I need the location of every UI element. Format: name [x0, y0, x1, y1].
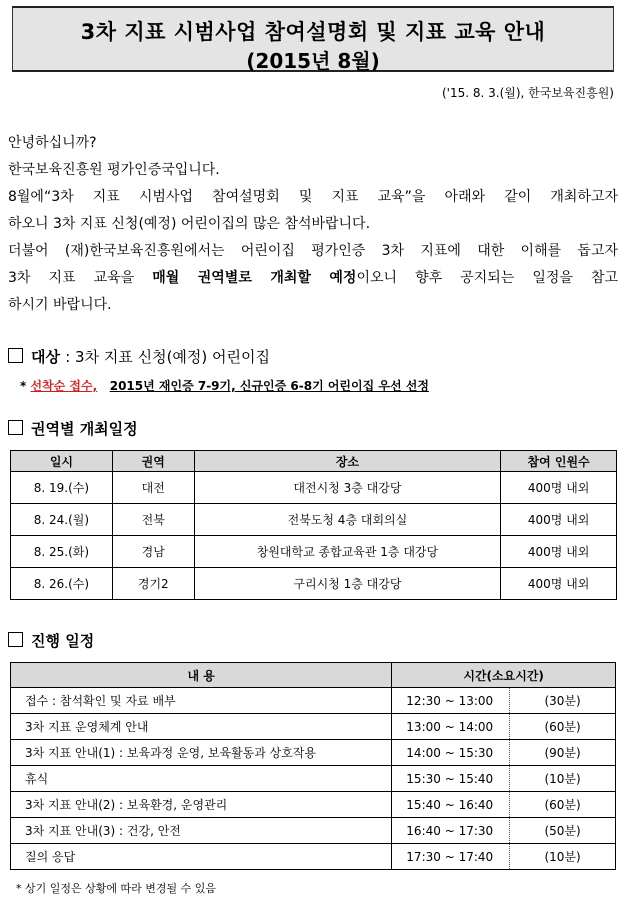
table-row — [11, 844, 616, 870]
column-header: 장소 — [194, 451, 500, 472]
cell-region: 전북 — [112, 504, 194, 536]
table-row — [11, 504, 617, 536]
cell-date: 8. 26.(수) — [11, 568, 113, 600]
cell-date: 8. 24.(월) — [11, 504, 113, 536]
cell-content: 휴식 — [11, 766, 392, 792]
cell-capacity: 400명 내외 — [501, 536, 617, 568]
cell-capacity: 400명 내외 — [501, 472, 617, 504]
target-label: 대상 — [31, 348, 60, 366]
page-title: 3차 지표 시범사업 참여설명회 및 지표 교육 안내 — [80, 20, 546, 44]
table-row — [11, 536, 617, 568]
cell-duration: (10분) — [510, 844, 616, 870]
cell-venue: 전북도청 4층 대회의실 — [194, 504, 500, 536]
note-priority: 2015년 재인증 7-9기, 신규인증 6-8기 어린이집 우선 선정 — [109, 379, 429, 393]
cell-region: 대전 — [112, 472, 194, 504]
cell-time: 14:00 ~ 15:30 — [392, 740, 510, 766]
target-heading — [8, 346, 270, 367]
table-row — [11, 714, 616, 740]
regional-schedule-table — [10, 450, 617, 600]
cell-venue: 대전시청 3층 대강당 — [194, 472, 500, 504]
cell-capacity: 400명 내외 — [501, 568, 617, 600]
cell-date: 8. 25.(화) — [11, 536, 113, 568]
intro-paragraph-2-line-1: 더불어 (재)한국보육진흥원에서는 어린이집 평가인증 3차 지표에 대한 이해를 돕고자 — [8, 243, 618, 259]
table-row — [11, 568, 617, 600]
cell-content: 3차 지표 운영체계 안내 — [11, 714, 392, 740]
cell-venue: 창원대학교 종합교육관 1층 대강당 — [194, 536, 500, 568]
cell-content: 질의 응답 — [11, 844, 392, 870]
cell-capacity: 400명 내외 — [501, 504, 617, 536]
cell-duration: (60분) — [510, 792, 616, 818]
program-schedule-table — [10, 662, 616, 870]
dateline: ('15. 8. 3.(월), 한국보육진흥원) — [441, 86, 614, 100]
program-heading-text: 진행 일정 — [31, 632, 95, 650]
title-box — [12, 6, 614, 72]
table-row — [11, 818, 616, 844]
cell-time: 17:30 ~ 17:40 — [392, 844, 510, 870]
regional-heading — [8, 418, 138, 439]
cell-region: 경남 — [112, 536, 194, 568]
p2-post-text: 이오니 향후 공지되는 일정을 참고 — [356, 270, 619, 286]
intro-section — [8, 130, 618, 319]
p2-pre-text: 3차 지표 교육을 — [8, 270, 153, 286]
column-header: 참여 인원수 — [501, 451, 617, 472]
cell-duration: (10분) — [510, 766, 616, 792]
intro-paragraph-1-line-2: 하오니 3차 지표 신청(예정) 어린이집의 많은 참석바랍니다. — [8, 216, 371, 232]
footnote: * 상기 일정은 상황에 따라 변경될 수 있음 — [16, 882, 216, 895]
column-header: 내 용 — [11, 663, 392, 688]
table-header-row — [11, 663, 616, 688]
checkbox-square-icon — [8, 348, 23, 363]
cell-content: 접수 : 참석확인 및 자료 배부 — [11, 688, 392, 714]
greeting: 안녕하십니까? — [8, 135, 97, 151]
target-note — [20, 377, 429, 394]
column-header: 시간(소요시간) — [392, 663, 616, 688]
org-intro: 한국보육진흥원 평가인증국입니다. — [8, 162, 220, 178]
cell-time: 15:30 ~ 15:40 — [392, 766, 510, 792]
table-header-row — [11, 451, 617, 472]
p2-bold-text: 매월 권역별로 개최할 예정 — [152, 270, 357, 286]
note-star: * — [20, 379, 27, 393]
table-row — [11, 766, 616, 792]
intro-paragraph-1-line-1: 8월에“3차 지표 시범사업 참여설명회 및 지표 교육”을 아래와 같이 개최하고자 — [8, 189, 618, 205]
note-first-come: 선착순 접수, — [30, 379, 98, 393]
cell-venue: 구리시청 1층 대강당 — [194, 568, 500, 600]
target-text: : 3차 지표 신청(예정) 어린이집 — [65, 348, 270, 366]
cell-time: 13:00 ~ 14:00 — [392, 714, 510, 740]
regional-heading-text: 권역별 개최일정 — [31, 420, 138, 438]
program-heading — [8, 630, 94, 651]
cell-time: 15:40 ~ 16:40 — [392, 792, 510, 818]
cell-content: 3차 지표 안내(1) : 보육과정 운영, 보육활동과 상호작용 — [11, 740, 392, 766]
page-subtitle: (2015년 8월) — [246, 49, 380, 73]
cell-time: 16:40 ~ 17:30 — [392, 818, 510, 844]
table-row — [11, 792, 616, 818]
table-row — [11, 688, 616, 714]
intro-paragraph-2-line-2 — [8, 265, 618, 292]
table-row — [11, 740, 616, 766]
column-header: 권역 — [112, 451, 194, 472]
checkbox-square-icon — [8, 632, 23, 647]
table-row — [11, 472, 617, 504]
intro-paragraph-2-line-3: 하시기 바랍니다. — [8, 297, 112, 313]
checkbox-square-icon — [8, 420, 23, 435]
cell-time: 12:30 ~ 13:00 — [392, 688, 510, 714]
cell-duration: (90분) — [510, 740, 616, 766]
cell-content: 3차 지표 안내(2) : 보육환경, 운영관리 — [11, 792, 392, 818]
cell-duration: (50분) — [510, 818, 616, 844]
cell-date: 8. 19.(수) — [11, 472, 113, 504]
column-header: 일시 — [11, 451, 113, 472]
cell-duration: (60분) — [510, 714, 616, 740]
cell-region: 경기2 — [112, 568, 194, 600]
cell-content: 3차 지표 안내(3) : 건강, 안전 — [11, 818, 392, 844]
cell-duration: (30분) — [510, 688, 616, 714]
